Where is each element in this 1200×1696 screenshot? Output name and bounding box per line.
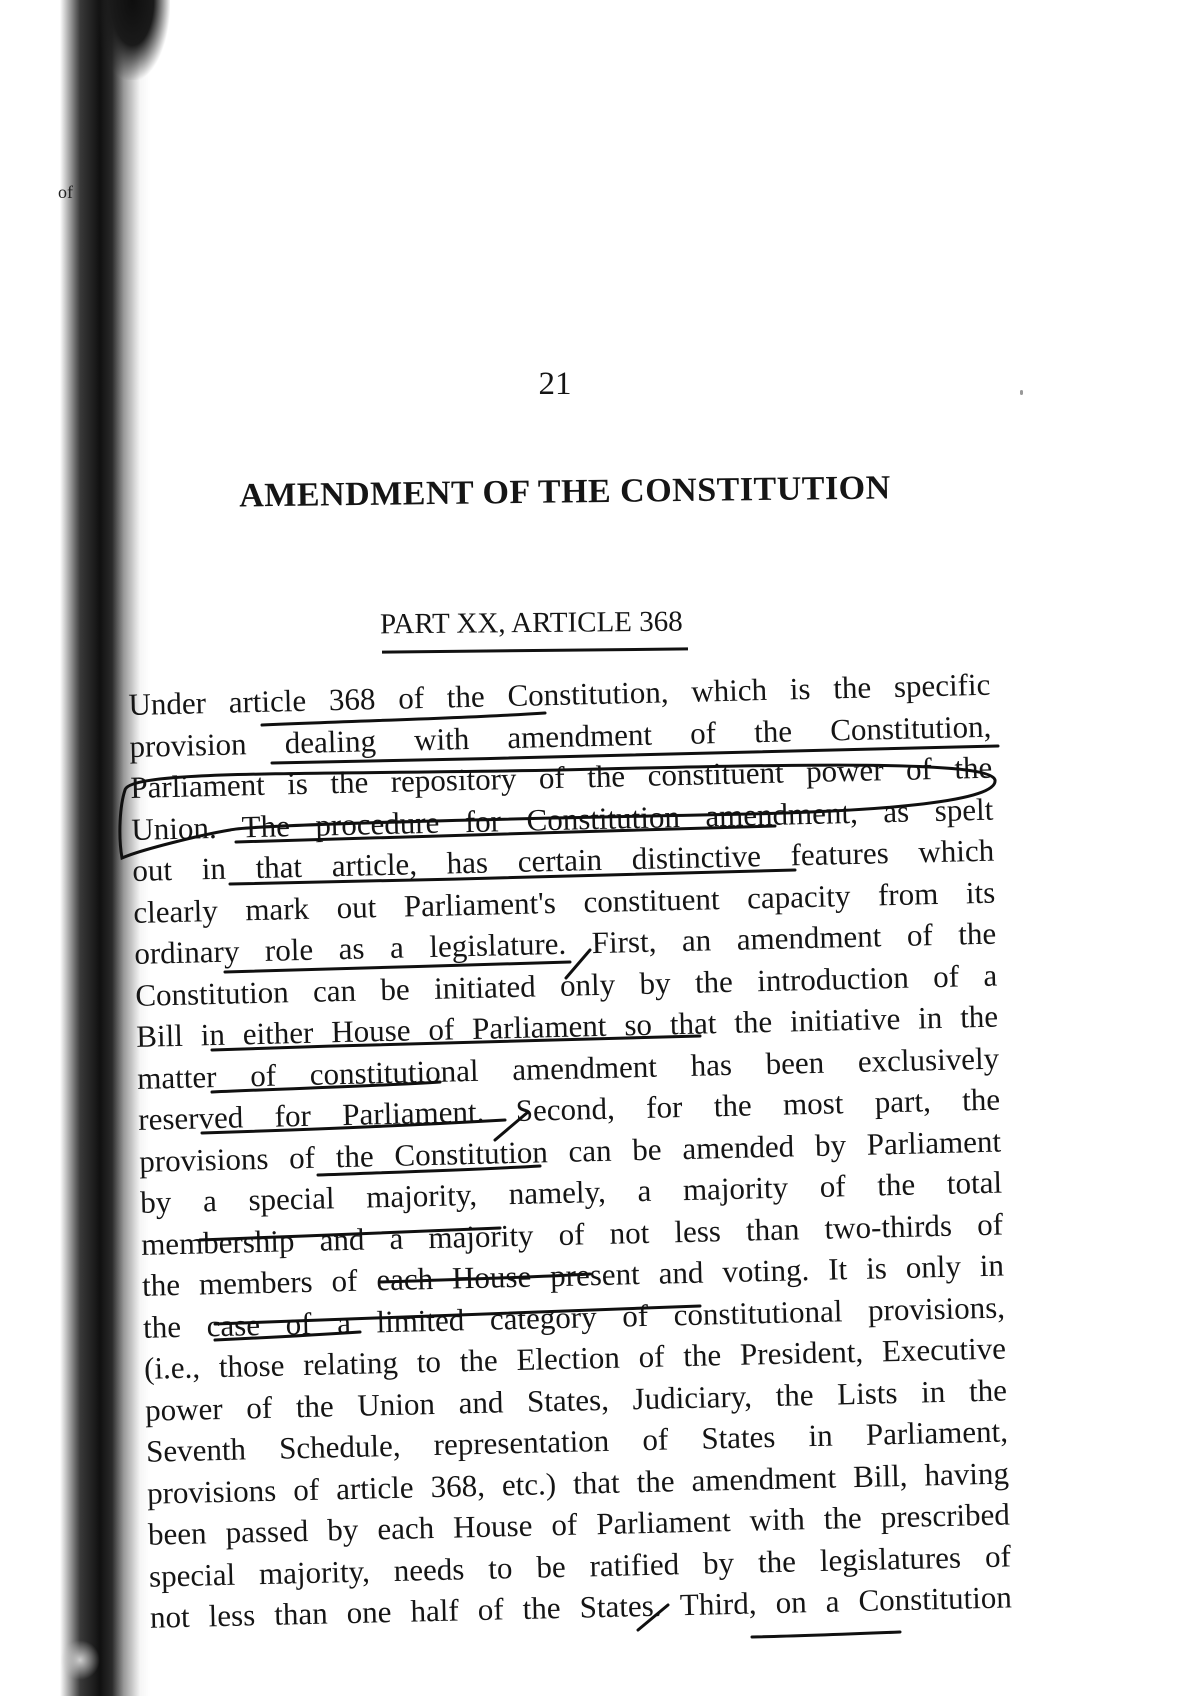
- text-line: provision dealing with amendment of the Constitution,: [129, 708, 992, 764]
- text-line: the members of each House present and voting. It is only in: [141, 1247, 1005, 1303]
- text-line: ordinary role as a legislature. First, an amendment of the: [133, 915, 997, 971]
- body-paragraph: [128, 664, 1012, 1639]
- page-curl-shadow: [95, 0, 170, 80]
- text-line: Seventh Schedule, representation of States in Parliament,: [145, 1413, 1009, 1469]
- text-line: Parliament is the repository of the constituent power of the: [130, 749, 993, 805]
- text-line: reserved for Parliament. Second, for the most part, the: [137, 1081, 1001, 1137]
- scan-smudge: [60, 1640, 100, 1680]
- text-line: out in that article, has certain distinctive features which: [131, 832, 995, 888]
- text-line: Union. The procedure for Constitution amendment, as spelt: [131, 791, 994, 847]
- text-line: by a special majority, namely, a majority of the total: [139, 1164, 1003, 1220]
- text-line: provisions of the Constitution can be amended by Parliament: [138, 1123, 1002, 1179]
- text-line: provisions of article 368, etc.) that the amendment Bill, having: [146, 1454, 1010, 1511]
- text-line: special majority, needs to be ratified by the legislatures of: [148, 1537, 1012, 1594]
- text-line: the case of a limited category of constitutional provisions,: [142, 1289, 1006, 1345]
- text-line: been passed by each House of Parliament with the prescribed: [147, 1496, 1011, 1552]
- book-spine-shadow: [0, 0, 150, 1696]
- text-line: Under article 368 of the Constitution, which is the specific: [128, 666, 991, 722]
- text-line: (i.e., those relating to the Election of the President, Executive: [143, 1330, 1007, 1386]
- facing-page-fragment: of: [58, 182, 73, 202]
- section-heading: PART XX, ARTICLE 368: [379, 605, 683, 641]
- text-line: Constitution can be initiated only by the introduction of a: [134, 957, 998, 1013]
- text-line: membership and a majority of not less than two-thirds of: [140, 1206, 1004, 1262]
- underline-third: [752, 1632, 900, 1637]
- text-line: not less than one half of the States. Third, on a Constitution: [149, 1579, 1013, 1635]
- text-line: clearly mark out Parliament's constituent capacity from its: [132, 874, 996, 930]
- chapter-title: AMENDMENT OF THE CONSTITUTION: [239, 469, 891, 515]
- heading-underline: [382, 647, 688, 653]
- text-line: matter of constitutional amendment has been exclusively: [136, 1040, 1000, 1096]
- page-number: 21: [538, 366, 572, 402]
- text-line: Bill in either House of Parliament so that the initiative in the: [135, 998, 999, 1054]
- text-line: power of the Union and States, Judiciary, the Lists in the: [144, 1371, 1008, 1428]
